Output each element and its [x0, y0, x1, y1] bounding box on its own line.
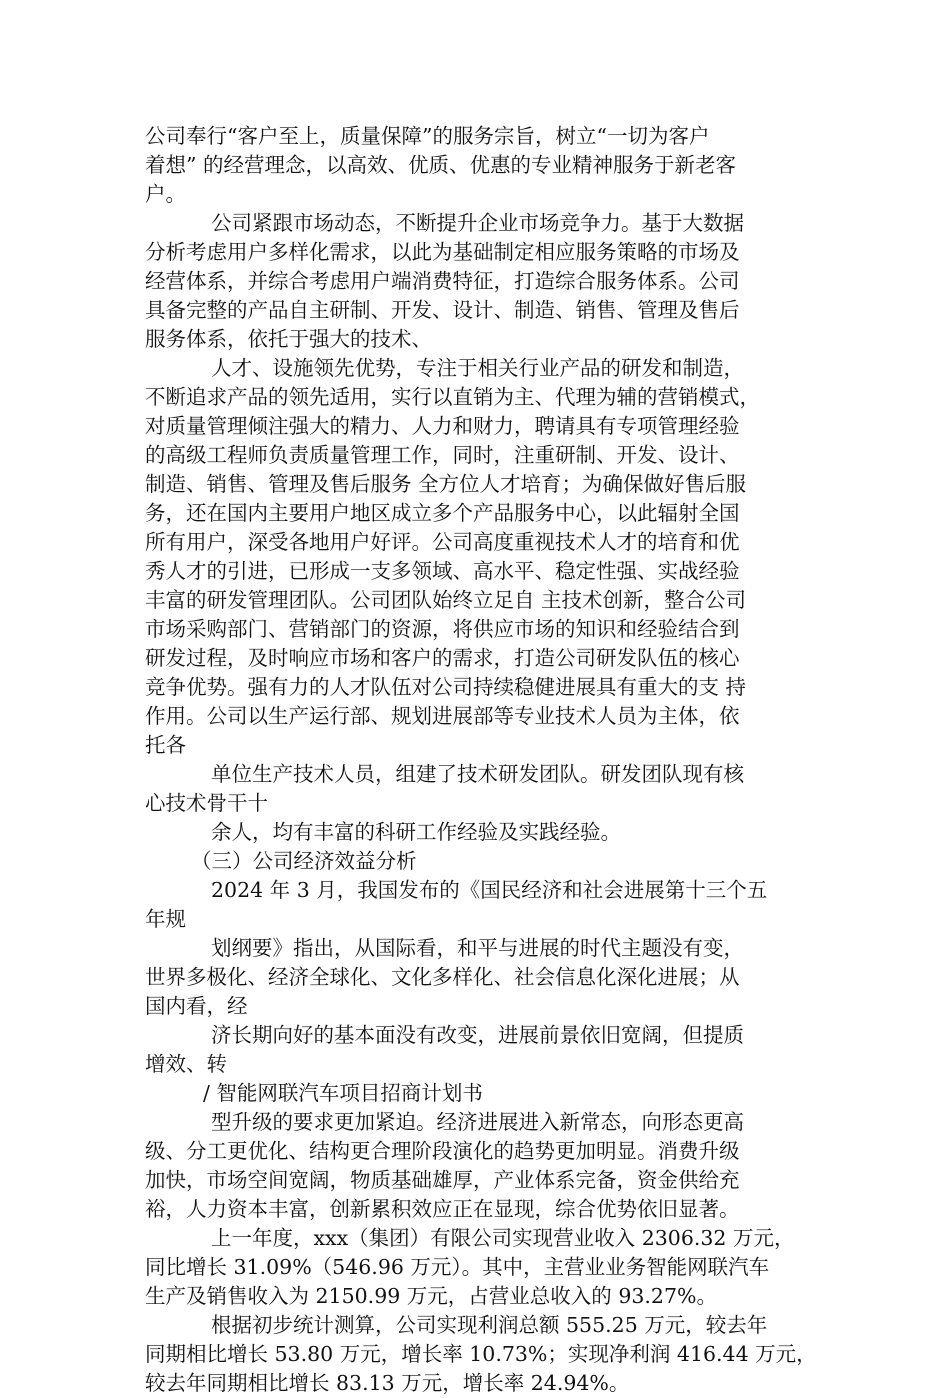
text-line: 人才、设施领先优势，专注于相关行业产品的研发和制造， — [211, 356, 744, 380]
text-line: 根据初步统计测算，公司实现利润总额 555.25 万元，较去年 — [211, 1313, 768, 1337]
text-line: 经营体系，并综合考虑用户端消费特征，打造综合服务体系。公司 — [145, 269, 740, 293]
text-line: 制造、销售、管理及售后服务 全方位人才培育；为确保做好售后服 — [145, 472, 747, 496]
text-line: 裕，人力资本丰富，创新累积效应正在显现，综合优势依旧显著。 — [145, 1197, 740, 1221]
text-line: 丰富的研发管理团队。公司团队始终立足自 主技术创新，整合公司 — [145, 588, 747, 612]
text-line: 作用。公司以生产运行部、规划进展部等专业技术人员为主体，依 — [145, 704, 740, 728]
text-line: 世界多极化、经济全球化、文化多样化、社会信息化深化进展；从 — [145, 965, 740, 989]
text-line: 公司紧跟市场动态，不断提升企业市场竞争力。基于大数据 — [211, 211, 744, 235]
text-line: 研发过程，及时响应市场和客户的需求，打造公司研发队伍的核心 — [145, 646, 740, 670]
text-line: 户。 — [145, 182, 186, 206]
text-line: 务，还在国内主要用户地区成立多个产品服务中心，以此辐射全国 — [145, 501, 740, 525]
section-heading: （三）公司经济效益分析 — [191, 849, 417, 873]
text-line: 年规 — [145, 907, 186, 931]
text-line: 托各 — [145, 733, 186, 757]
text-line: 国内看，经 — [145, 994, 248, 1018]
text-line: 生产及销售收入为 2150.99 万元，占营业总收入的 93.27%。 — [145, 1284, 717, 1308]
text-line: 分析考虑用户多样化需求，以此为基础制定相应服务策略的市场及 — [145, 240, 740, 264]
text-line: 加快，市场空间宽阔，物质基础雄厚，产业体系完备，资金供给充 — [145, 1168, 740, 1192]
running-header: / 智能网联汽车项目招商计划书 — [203, 1081, 483, 1105]
text-line: 级、分工更优化、结构更合理阶段演化的趋势更加明显。消费升级 — [145, 1139, 740, 1163]
text-line: 秀人才的引进，已形成一支多领域、高水平、稳定性强、实战经验 — [145, 559, 740, 583]
text-line: 的高级工程师负责质量管理工作，同时，注重研制、开发、设计、 — [145, 443, 740, 467]
text-line: 对质量管理倾注强大的精力、人力和财力，聘请具有专项管理经验 — [145, 414, 740, 438]
text-line: 所有用户，深受各地用户好评。公司高度重视技术人才的培育和优 — [145, 530, 740, 554]
text-line: 余人，均有丰富的科研工作经验及实践经验。 — [211, 820, 621, 844]
text-line: 上一年度，xxx（集团）有限公司实现营业收入 2306.32 万元， — [211, 1226, 795, 1250]
text-line: 2024 年 3 月，我国发布的《国民经济和社会进展第十三个五 — [211, 878, 768, 902]
text-line: 同比增长 31.09%（546.96 万元）。其中，主营业业务智能网联汽车 — [145, 1255, 770, 1279]
text-line: 增效、转 — [145, 1052, 227, 1076]
text-line: 公司奉行“客户至上，质量保障”的服务宗旨，树立“一切为客户 — [145, 124, 710, 148]
text-line: 竞争优势。强有力的人才队伍对公司持续稳健进展具有重大的支 持 — [145, 675, 747, 699]
body-text — [145, 122, 815, 1398]
text-line: 不断追求产品的领先适用，实行以直销为主、代理为辅的营销模式， — [145, 385, 760, 409]
text-line: 市场采购部门、营销部门的资源，将供应市场的知识和经验结合到 — [145, 617, 740, 641]
text-line: 单位生产技术人员，组建了技术研发团队。研发团队现有核 — [211, 762, 744, 786]
text-line: 服务体系，依托于强大的技术、 — [145, 327, 432, 351]
text-line: 较去年同期相比增长 83.13 万元，增长率 24.94%。 — [145, 1371, 630, 1395]
text-line: 济长期向好的基本面没有改变，进展前景依旧宽阔，但提质 — [211, 1023, 744, 1047]
text-line: 同期相比增长 53.80 万元，增长率 10.73%；实现净利润 416.44 万元， — [145, 1342, 817, 1366]
text-line: 型升级的要求更加紧迫。经济进展进入新常态，向形态更高 — [211, 1110, 744, 1134]
text-line: 着想” 的经营理念，以高效、优质、优惠的专业精神服务于新老客 — [145, 153, 736, 177]
text-line: 具备完整的产品自主研制、开发、设计、制造、销售、管理及售后 — [145, 298, 740, 322]
text-line: 心技术骨干十 — [145, 791, 268, 815]
text-line: 划纲要》指出，从国际看，和平与进展的时代主题没有变， — [211, 936, 744, 960]
